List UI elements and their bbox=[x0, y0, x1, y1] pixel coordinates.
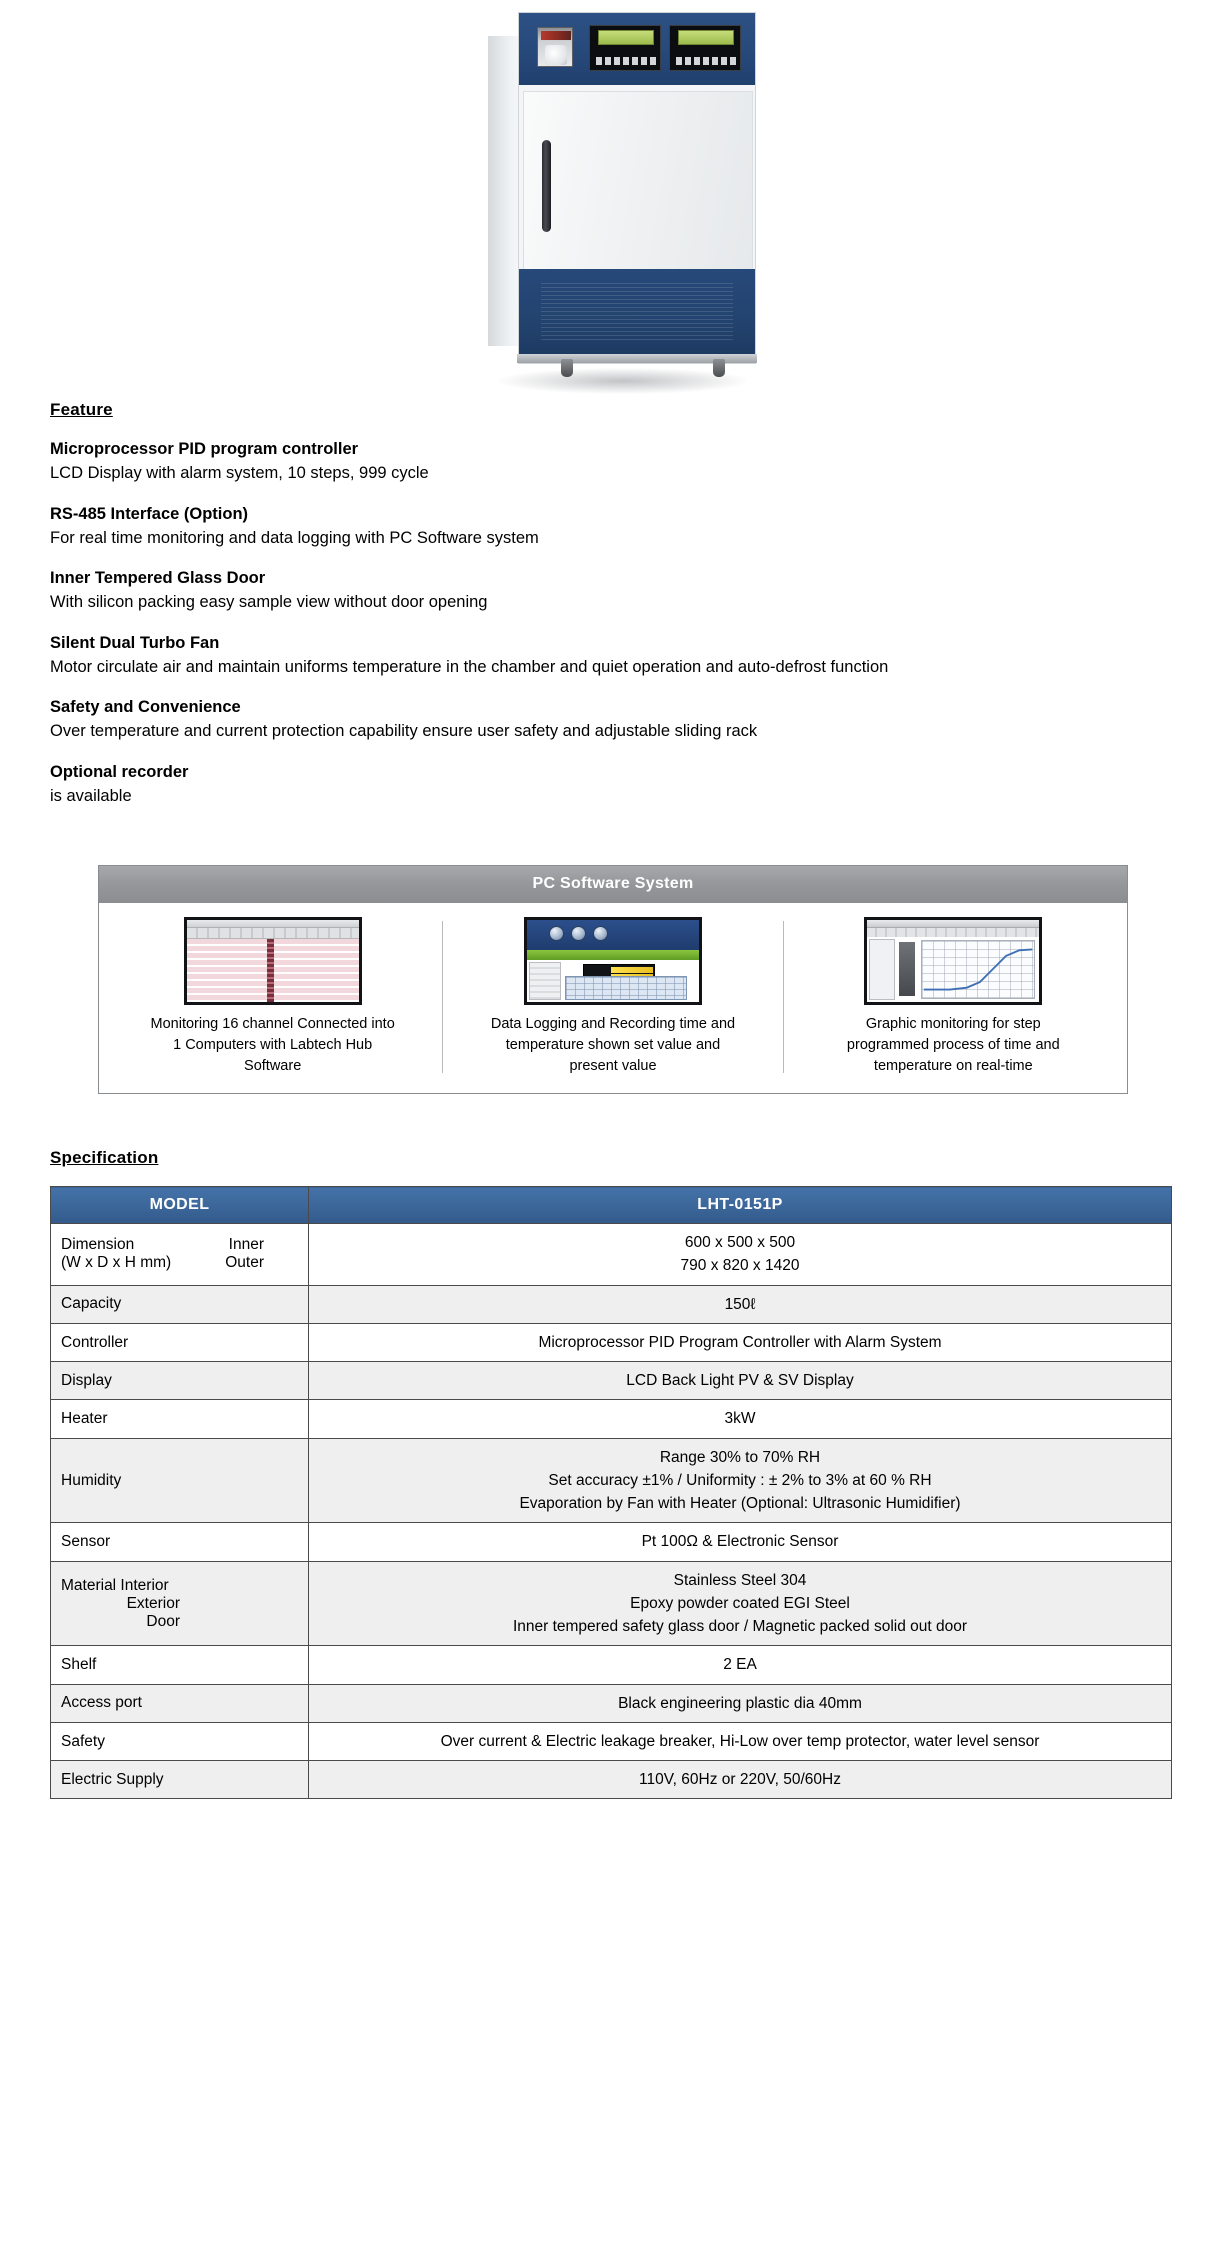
feature-title: Silent Dual Turbo Fan bbox=[50, 633, 220, 652]
table-row bbox=[51, 1646, 1172, 1684]
gauge-icon bbox=[593, 926, 608, 941]
table-row bbox=[51, 1323, 1172, 1361]
gauge-icon bbox=[571, 926, 586, 941]
row-label-material bbox=[51, 1561, 309, 1646]
row-value-controller: Microprocessor PID Program Controller with Alarm System bbox=[309, 1323, 1172, 1361]
lcd-display-left bbox=[589, 25, 661, 71]
row-value-heater: 3kW bbox=[309, 1400, 1172, 1438]
humidity-range: Range 30% to 70% RH bbox=[659, 1448, 821, 1466]
table-row bbox=[51, 1285, 1172, 1323]
table-row bbox=[51, 1722, 1172, 1760]
feature-title: Safety and Convenience bbox=[50, 698, 241, 717]
keypad-icon bbox=[596, 57, 656, 65]
menubar-icon bbox=[867, 928, 1039, 937]
data-logging-screenshot-thumbnail bbox=[524, 917, 702, 1005]
row-value-dimension bbox=[309, 1224, 1172, 1286]
row-label-electric-supply: Electric Supply bbox=[51, 1761, 309, 1799]
dimension-line-2 bbox=[61, 1254, 298, 1272]
software-caption: Data Logging and Recording time and temperature shown set value and present value bbox=[490, 1016, 736, 1075]
row-label-shelf: Shelf bbox=[51, 1646, 309, 1684]
table-row bbox=[51, 1684, 1172, 1722]
monitoring-screenshot-thumbnail bbox=[184, 917, 362, 1005]
feature-list bbox=[50, 438, 1100, 807]
humidity-accuracy: Set accuracy ±1% / Uniformity : ± 2% to 3% at 60 % RH bbox=[548, 1471, 932, 1489]
row-label-capacity: Capacity bbox=[51, 1285, 309, 1323]
dimension-inner-label: Inner bbox=[228, 1236, 264, 1254]
row-value-access-port: Black engineering plastic dia 40mm bbox=[309, 1684, 1172, 1722]
lcd-display-right bbox=[669, 25, 741, 71]
chamber-door bbox=[523, 91, 753, 271]
row-value-capacity: 150ℓ bbox=[309, 1285, 1172, 1323]
row-value-shelf: 2 EA bbox=[309, 1646, 1172, 1684]
status-bar-icon bbox=[527, 950, 699, 960]
feature-description: LCD Display with alarm system, 10 steps, 999 cycle bbox=[50, 464, 429, 483]
left-panel-icon bbox=[869, 939, 895, 1000]
table-row bbox=[51, 1224, 1172, 1286]
feature-description: For real time monitoring and data logging with PC Software system bbox=[50, 528, 539, 547]
feature-description: With silicon packing easy sample view without door opening bbox=[50, 593, 488, 612]
row-value-material bbox=[309, 1561, 1172, 1646]
row-value-display: LCD Back Light PV & SV Display bbox=[309, 1362, 1172, 1400]
row-label-heater: Heater bbox=[51, 1400, 309, 1438]
step-program-plot-icon bbox=[921, 940, 1035, 999]
row-value-sensor: Pt 100Ω & Electronic Sensor bbox=[309, 1523, 1172, 1561]
material-door-value: Inner tempered safety glass door / Magnetic packed solid out door bbox=[512, 1618, 968, 1636]
lcd-screen-icon bbox=[598, 30, 654, 45]
feature-description: Over temperature and current protection capability ensure user safety and adjustable sliding rack bbox=[50, 722, 758, 741]
software-screenshot-grid bbox=[99, 903, 1127, 1093]
humidity-method: Evaporation by Fan with Heater (Optional: Ultrasonic Humidifier) bbox=[519, 1495, 961, 1513]
row-label-safety: Safety bbox=[51, 1722, 309, 1760]
feature-heading: Feature bbox=[50, 400, 113, 419]
feature-item bbox=[50, 696, 1100, 743]
table-header-row bbox=[51, 1187, 1172, 1224]
dimension-line-1 bbox=[61, 1236, 298, 1254]
dimension-outer-value: 790 x 820 x 1420 bbox=[680, 1257, 800, 1275]
graphic-monitoring-screenshot-thumbnail bbox=[864, 917, 1042, 1005]
table-header bbox=[51, 1187, 1172, 1224]
specification-heading: Specification bbox=[50, 1148, 159, 1168]
specification-section bbox=[0, 1148, 1224, 1799]
sidebar-icon bbox=[529, 962, 561, 1000]
trend-graph-icon bbox=[565, 976, 687, 1000]
material-interior-label: Material Interior bbox=[61, 1576, 169, 1594]
cabinet-body bbox=[518, 12, 756, 364]
drop-shadow bbox=[498, 368, 748, 394]
lcd-screen-icon bbox=[678, 30, 734, 45]
window-titlebar-icon bbox=[867, 920, 1039, 928]
feature-title: Inner Tempered Glass Door bbox=[50, 569, 266, 588]
table-row bbox=[51, 1761, 1172, 1799]
pc-software-system-panel bbox=[98, 865, 1128, 1094]
dimension-unit-label: (W x D x H mm) bbox=[61, 1254, 172, 1272]
software-caption: Monitoring 16 channel Connected into 1 Computers with Labtech Hub Software bbox=[150, 1016, 395, 1075]
material-door-label: Door bbox=[146, 1612, 180, 1630]
table-row bbox=[51, 1438, 1172, 1523]
column-header-model: MODEL bbox=[51, 1187, 309, 1224]
feature-title: Optional recorder bbox=[50, 762, 189, 781]
row-value-safety: Over current & Electric leakage breaker, Hi-Low over temp protector, water level sensor bbox=[309, 1722, 1172, 1760]
feature-item bbox=[50, 761, 1100, 808]
toolbar-icon bbox=[187, 928, 359, 939]
row-label-controller: Controller bbox=[51, 1323, 309, 1361]
dimension-outer-label: Outer bbox=[225, 1254, 264, 1272]
window-titlebar-icon bbox=[187, 920, 359, 928]
feature-description: Motor circulate air and maintain uniforms temperature in the chamber and quiet operation and auto-defrost function bbox=[50, 657, 889, 676]
row-label-dimension bbox=[51, 1224, 309, 1286]
chamber-illustration bbox=[488, 12, 756, 372]
specification-table bbox=[50, 1186, 1172, 1799]
feature-description: is available bbox=[50, 786, 132, 805]
software-column bbox=[784, 917, 1123, 1077]
row-label-humidity: Humidity bbox=[51, 1438, 309, 1523]
feature-title: RS-485 Interface (Option) bbox=[50, 504, 249, 523]
feature-item bbox=[50, 632, 1100, 679]
dimension-label: Dimension bbox=[61, 1236, 135, 1254]
feature-item bbox=[50, 503, 1100, 550]
material-exterior-label: Exterior bbox=[126, 1594, 180, 1612]
software-column bbox=[103, 917, 442, 1077]
row-value-humidity bbox=[309, 1438, 1172, 1523]
keypad-icon bbox=[676, 57, 736, 65]
machine-compartment bbox=[519, 269, 755, 355]
material-exterior-value: Epoxy powder coated EGI Steel bbox=[630, 1594, 850, 1612]
material-interior-value: Stainless Steel 304 bbox=[673, 1571, 807, 1589]
gauge-icons bbox=[549, 926, 608, 941]
gauge-icon bbox=[549, 926, 564, 941]
step-curve-icon bbox=[922, 941, 1034, 997]
chart-trace-icon bbox=[267, 939, 274, 1002]
set-value-icon bbox=[611, 967, 653, 973]
row-label-access-port: Access port bbox=[51, 1684, 309, 1722]
door-handle-icon bbox=[542, 140, 551, 232]
software-caption: Graphic monitoring for step programmed process of time and temperature on real-time bbox=[846, 1016, 1060, 1075]
table-body bbox=[51, 1224, 1172, 1799]
product-photo bbox=[0, 0, 1224, 400]
feature-title: Microprocessor PID program controller bbox=[50, 440, 359, 458]
table-row bbox=[51, 1362, 1172, 1400]
feature-item bbox=[50, 438, 1100, 485]
feature-item bbox=[50, 567, 1100, 614]
pc-software-system-header: PC Software System bbox=[99, 866, 1127, 903]
control-panel bbox=[519, 13, 755, 85]
column-header-model-value: LHT-0151P bbox=[309, 1187, 1172, 1224]
row-value-electric-supply: 110V, 60Hz or 220V, 50/60Hz bbox=[309, 1761, 1172, 1799]
software-column bbox=[443, 917, 782, 1077]
vent-grille-icon bbox=[541, 283, 733, 341]
vertical-bar-icon bbox=[899, 942, 915, 996]
row-label-sensor: Sensor bbox=[51, 1523, 309, 1561]
table-row bbox=[51, 1400, 1172, 1438]
table-row bbox=[51, 1561, 1172, 1646]
dimension-inner-value: 600 x 500 x 500 bbox=[684, 1234, 796, 1252]
row-label-display: Display bbox=[51, 1362, 309, 1400]
table-row bbox=[51, 1523, 1172, 1561]
chart-recorder-icon bbox=[537, 27, 573, 67]
